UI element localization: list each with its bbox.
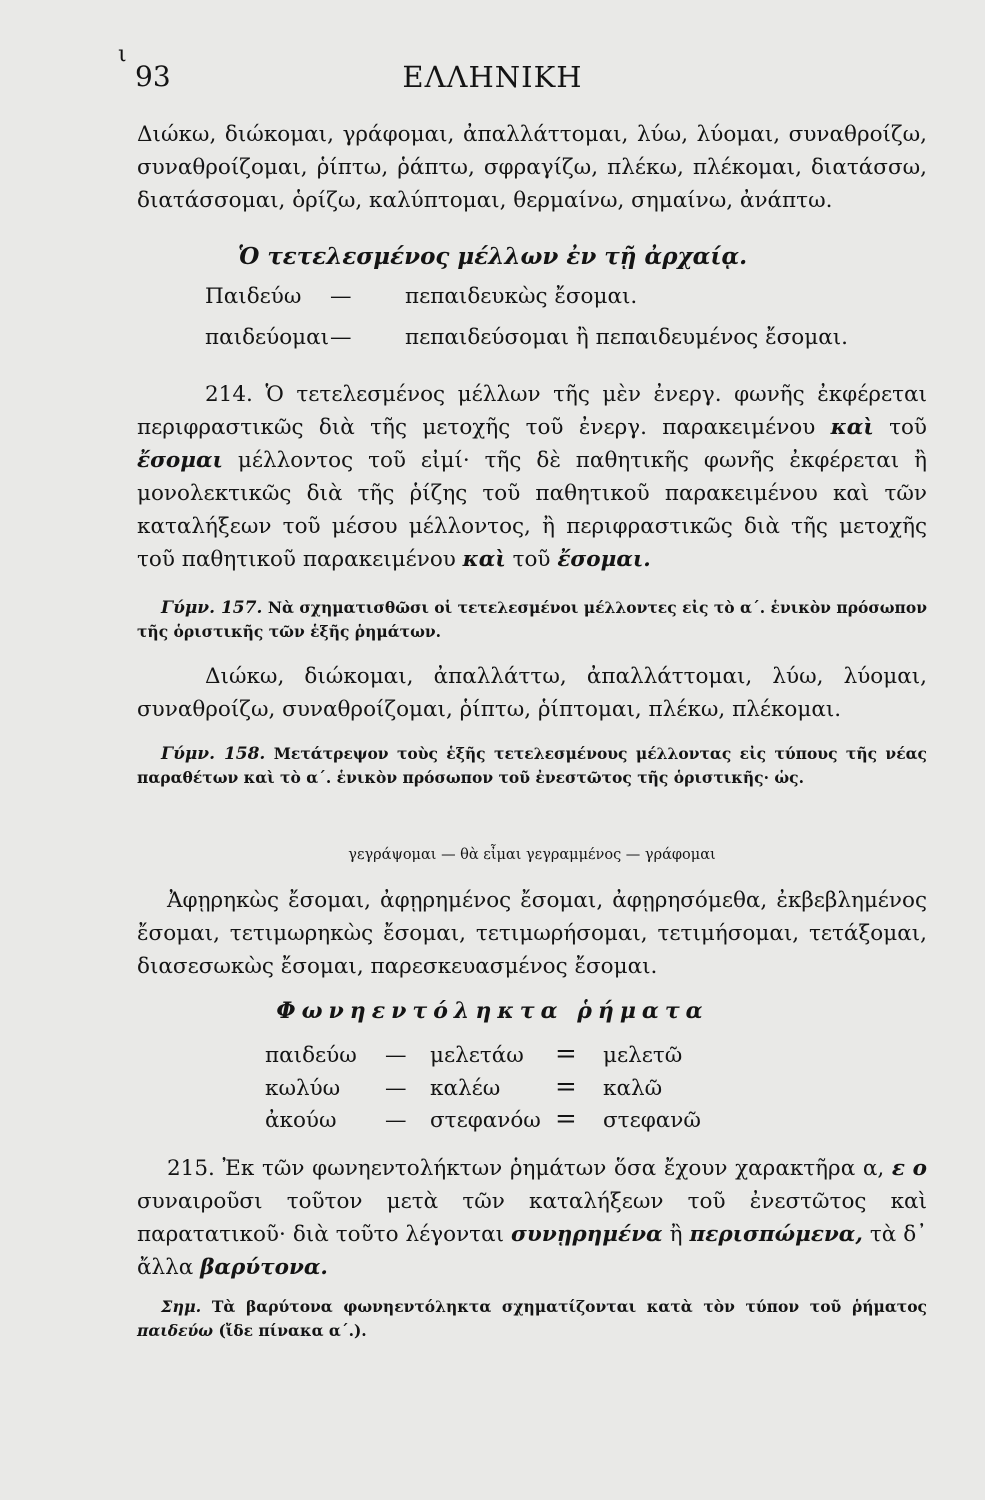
page-number: 93	[135, 60, 171, 93]
section-heading: Ὁ τετελεσμένος μέλλων ἐν τῇ ἀρχαίᾳ.	[237, 243, 748, 270]
exercise-158-words: Ἀφῃρηκὼς ἔσομαι, ἀφῃρημένος ἔσομαι, ἀφῃρησόμεθα, ἐκβεβλημένος ἔσομαι, τετιμωρηκὼς ἔσομαι, τετιμωρήσομαι, τετιμήσομαι, τετάξομαι, διασεσωκὼς ἔσομαι, παρεσκευασμένος ἔσομαι.	[137, 888, 927, 979]
margin-mark: ι	[118, 42, 127, 67]
exercise-157-words: Διώκω, διώκομαι, ἀπαλλάττω, ἀπαλλάττομαι, λύω, λύομαι, συναθροίζω, συναθροίζομαι, ῥίπτω, ῥίπτομαι, πλέκω, πλέκομαι.	[137, 664, 927, 722]
book-page: ι 93 ΕΛΛΗΝΙΚΗ Διώκω, διώκομαι, γράφομαι, ἀπαλλάττομαι, λύω, λύομαι, συναθροίζω, συναθροίζομαι, ῥίπτω, ῥάπτω, σφραγίζω, πλέκω, πλέκομαι, διατάσσω, διατάσσομαι, ὁρίζω, καλύπτομαι, θερμαίνω, σημαίνω, ἀνάπτω. Ὁ τετελεσμένος μέλλων ἐν τῇ ἀρχαίᾳ. Παιδεύω — πεπαιδευκὼς ἔσομαι. παιδεύομαι — πεπαιδεύσομαι ἢ πεπαιδευμένος ἔσομαι. 214. Ὁ τετελεσμένος μέλλων τῆς μὲν ἐνεργ. φωνῆς ἐκφέρεται περιφραστικῶς διὰ τῆς μετοχῆς τοῦ ἐνεργ. παρακειμένου καὶ τοῦ ἔσομαι μέλλοντος τοῦ εἰμί· τῆς δὲ παθητικῆς φωνῆς ἐκφέρεται ἢ μονολεκτικῶς διὰ τῆς ῥίζης τοῦ παθητικοῦ παρακειμένου καὶ τῶν καταλήξεων τοῦ μέσου μέλλοντος, ἢ περιφραστικῶς διὰ τῆς μετοχῆς τοῦ παθητικοῦ παρακειμένου καὶ τοῦ ἔσομαι. Γύμν. 157. Νὰ σχηματισθῶσι οἱ τετελεσμένοι μέλλοντες εἰς τὸ α΄. ἑνικὸν πρόσωπον τῆς ὁριστικῆς τῶν ἑξῆς ῥημάτων. Διώκω, διώκομαι, ἀπαλλάττω, ἀπαλλάττομαι, λύω, λύομαι, συναθροίζω, συναθροίζομαι, ῥίπτω, ῥίπτομαι, πλέκω, πλέκομαι. Γύμν. 158. Μετάτρεψον τοὺς ἑξῆς τετελεσμένους μέλλοντας εἰς τύπους τῆς νέας παραθέτων καὶ τὸ α΄. ἑνικὸν πρόσωπον τοῦ ἐνεστῶτος τῆς ὁριστικῆς· ὡς. γεγράψομαι — θὰ εἶμαι γεγραμμένος — γράφομαι Ἀφῃρηκὼς ἔσομαι, ἀφῃρημένος ἔσομαι, ἀφῃρησόμεθα, ἐκβεβλημένος ἔσομαι, τετιμωρηκὼς ἔσομαι, τετιμωρήσομαι, τετιμήσομαι, τετάξομαι, διασεσωκὼς ἔσομαι, παρεσκευασμένος ἔσομαι. Φωνηεντόληκτα ῥήματα παιδεύω — μελετάω = μελετῶ κωλύω — καλέω = καλῶ ἀκούω — στεφανόω = στεφανῶ 215. Ἐκ τῶν φωνηεντολήκτων ῥημάτων ὅσα ἔχουν χαρακτῆρα α, ε ο συναιροῦσι τοῦτον μετὰ τῶν καταλήξεων τοῦ ἐνεστῶτος καὶ παρατατικοῦ· διὰ τοῦτο λέγονται συνῃρημένα ἢ περισπώμενα, τὰ δ᾽ ἄλλα βαρύτονα. Σημ. Τὰ βαρύτονα φωνηεντόληκτα σχηματίζονται κατὰ τὸν τύπον τοῦ ῥήματος παιδεύω (ἴδε πίνακα α΄.).	[0, 0, 985, 1500]
exercise-158: Γύμν. 158. Μετάτρεψον τοὺς ἑξῆς τετελεσμένους μέλλοντας εἰς τύπους τῆς νέας παραθέτων καὶ τὸ α΄. ἑνικὸν πρόσωπον τοῦ ἐνεστῶτος τῆς ὁριστικῆς· ὡς.	[137, 744, 927, 787]
paragraph-number: 215.	[167, 1156, 215, 1181]
page-header	[0, 60, 985, 100]
contract-verbs-heading: Φωνηεντόληκτα ῥήματα	[276, 998, 709, 1024]
paradigm-passive-form: πεπαιδεύσομαι ἢ πεπαιδευμένος ἔσομαι.	[405, 325, 849, 350]
note: Σημ. Τὰ βαρύτονα φωνηεντόληκτα σχηματίζονται κατὰ τὸν τύπον τοῦ ῥήματος παιδεύω (ἴδε πίνακα α΄.).	[137, 1297, 927, 1340]
paradigm-active-form: πεπαιδευκὼς ἔσομαι.	[405, 284, 638, 309]
note-label: Σημ.	[161, 1297, 202, 1316]
exercise-label: Γύμν. 157.	[161, 598, 263, 618]
paradigm-passive: παιδεύομαι	[205, 325, 330, 350]
exercise-label: Γύμν. 158.	[161, 744, 266, 764]
paradigm-dash: —	[330, 325, 352, 350]
exercise-158-example: γεγράψομαι — θὰ εἶμαι γεγραμμένος — γράφομαι	[348, 847, 716, 863]
paradigm-active: Παιδεύω	[205, 284, 302, 309]
paragraph-215: 215. Ἐκ τῶν φωνηεντολήκτων ῥημάτων ὅσα ἔχουν χαρακτῆρα α, ε ο συναιροῦσι τοῦτον μετὰ τῶν καταλήξεων τοῦ ἐνεστῶτος καὶ παρατατικοῦ· διὰ τοῦτο λέγονται συνῃρημένα ἢ περισπώμενα, τὰ δ᾽ ἄλλα βαρύτονα.	[137, 1156, 927, 1280]
exercise-intro: Διώκω, διώκομαι, γράφομαι, ἀπαλλάττομαι, λύω, λύομαι, συναθροίζω, συναθροίζομαι, ῥίπτω, ῥάπτω, σφραγίζω, πλέκω, πλέκομαι, διατάσσω, διατάσσομαι, ὁρίζω, καλύπτομαι, θερμαίνω, σημαίνω, ἀνάπτω.	[137, 122, 927, 213]
paragraph-214: 214. Ὁ τετελεσμένος μέλλων τῆς μὲν ἐνεργ. φωνῆς ἐκφέρεται περιφραστικῶς διὰ τῆς μετοχῆς τοῦ ἐνεργ. παρακειμένου καὶ τοῦ ἔσομαι μέλλοντος τοῦ εἰμί· τῆς δὲ παθητικῆς φωνῆς ἐκφέρεται ἢ μονολεκτικῶς διὰ τῆς ῥίζης τοῦ παθητικοῦ παρακειμένου καὶ τῶν καταλήξεων τοῦ μέσου μέλλοντος, ἢ περιφραστικῶς διὰ τῆς μετοχῆς τοῦ παθητικοῦ παρακειμένου καὶ τοῦ ἔσομαι.	[137, 382, 927, 572]
paragraph-number: 214.	[205, 382, 253, 407]
running-title: ΕΛΛΗΝΙΚΗ	[402, 60, 583, 94]
paradigm-dash: —	[330, 284, 352, 309]
exercise-157: Γύμν. 157. Νὰ σχηματισθῶσι οἱ τετελεσμένοι μέλλοντες εἰς τὸ α΄. ἑνικὸν πρόσωπον τῆς ὁριστικῆς τῶν ἑξῆς ῥημάτων.	[137, 598, 927, 641]
